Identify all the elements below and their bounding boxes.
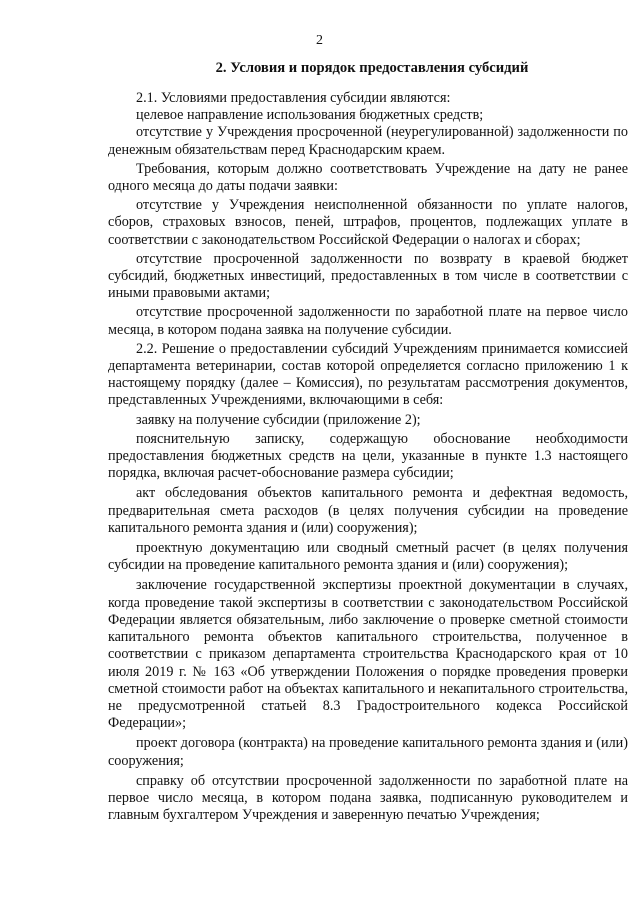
paragraph-application: заявку на получение субсидии (приложение 2); [136, 411, 421, 428]
paragraph-condition-target-use: целевое направление использования бюджетных средств; [136, 107, 484, 124]
page-number: 2 [316, 33, 323, 48]
paragraph-2-1: 2.1. Условиями предоставления субсидии являются: [136, 90, 451, 106]
paragraph-no-budget-debt: отсутствие просроченной задолженности по возврату в краевой бюджет субсидий, бюджетных инвестиций, предоставленных в том числе в соответствии с иными правовыми актами; [108, 250, 628, 302]
paragraph-project-docs: проектную документацию или сводный сметный расчет (в целях получения субсидии на проведение капитального ремонта здания и (или) сооружения); [108, 540, 628, 574]
paragraph-salary-certificate: справку об отсутствии просроченной задолженности по заработной плате на первое число месяца, в котором подана заявка, подписанную руководителем и главным бухгалтером Учреждения и заверенную печатью Учреждения; [108, 772, 628, 824]
paragraph-no-tax-debt: отсутствие у Учреждения неисполненной обязанности по уплате налогов, сборов, страховых взносов, пеней, штрафов, процентов, подлежащих уплате в соответствии с законодательством Российской Федерации о налогах и сборах; [108, 197, 628, 248]
paragraph-condition-no-debt: отсутствие у Учреждения просроченной (неурегулированной) задолженности по денежным обязательствам перед Краснодарским краем. [108, 124, 628, 158]
paragraph-contract-draft: проект договора (контракта) на проведение капитального ремонта здания и (или) сооружения; [108, 735, 628, 769]
paragraph-2-2: 2.2. Решение о предоставлении субсидий Учреждениям принимается комиссией департамента ветеринарии, состав которой определяется согласно приложению 1 к настоящему порядку (далее – Комиссия), по результатам рассмотрения документов, представленных Учреждениями, включающими в себя: [108, 340, 628, 409]
paragraph-explanatory-note: пояснительную записку, содержащую обоснование необходимости предоставления бюджетных средств на цели, указанные в пункте 1.3 настоящего порядка, включая расчет-обоснование размера субсидии; [108, 430, 628, 482]
document-body [108, 90, 628, 824]
section-title: 2. Условия и порядок предоставления субсидий [215, 60, 529, 76]
paragraph-requirements: Требования, которым должно соответствовать Учреждение на дату не ранее одного месяца до даты подачи заявки: [108, 160, 628, 195]
paragraph-state-expertise: заключение государственной экспертизы проектной документации в случаях, когда проведение такой экспертизы в соответствии с законодательством Российской Федерации является обязательным, либо заключение о проверке сметной стоимости капитального ремонта объектов капитального строительства, полученное в соответствии с приказом департамента строительства Краснодарского края от 10 июля 2019 г. № 163 «Об утверждении Положения о порядке проведения проверки сметной стоимости работ на объектах капитального и некапитального строительства, не предусмотренной статьей 8.3 Градостроительного кодекса Российской Федерации»; [108, 577, 628, 732]
paragraph-no-salary-debt: отсутствие просроченной задолженности по заработной плате на первое число месяца, в котором подана заявка на получение субсидии. [108, 304, 628, 338]
paragraph-inspection-act: акт обследования объектов капитального ремонта и дефектная ведомость, предварительная смета расходов (в целях получения субсидии на проведение капитального ремонта здания и (или) сооружения); [108, 485, 628, 536]
